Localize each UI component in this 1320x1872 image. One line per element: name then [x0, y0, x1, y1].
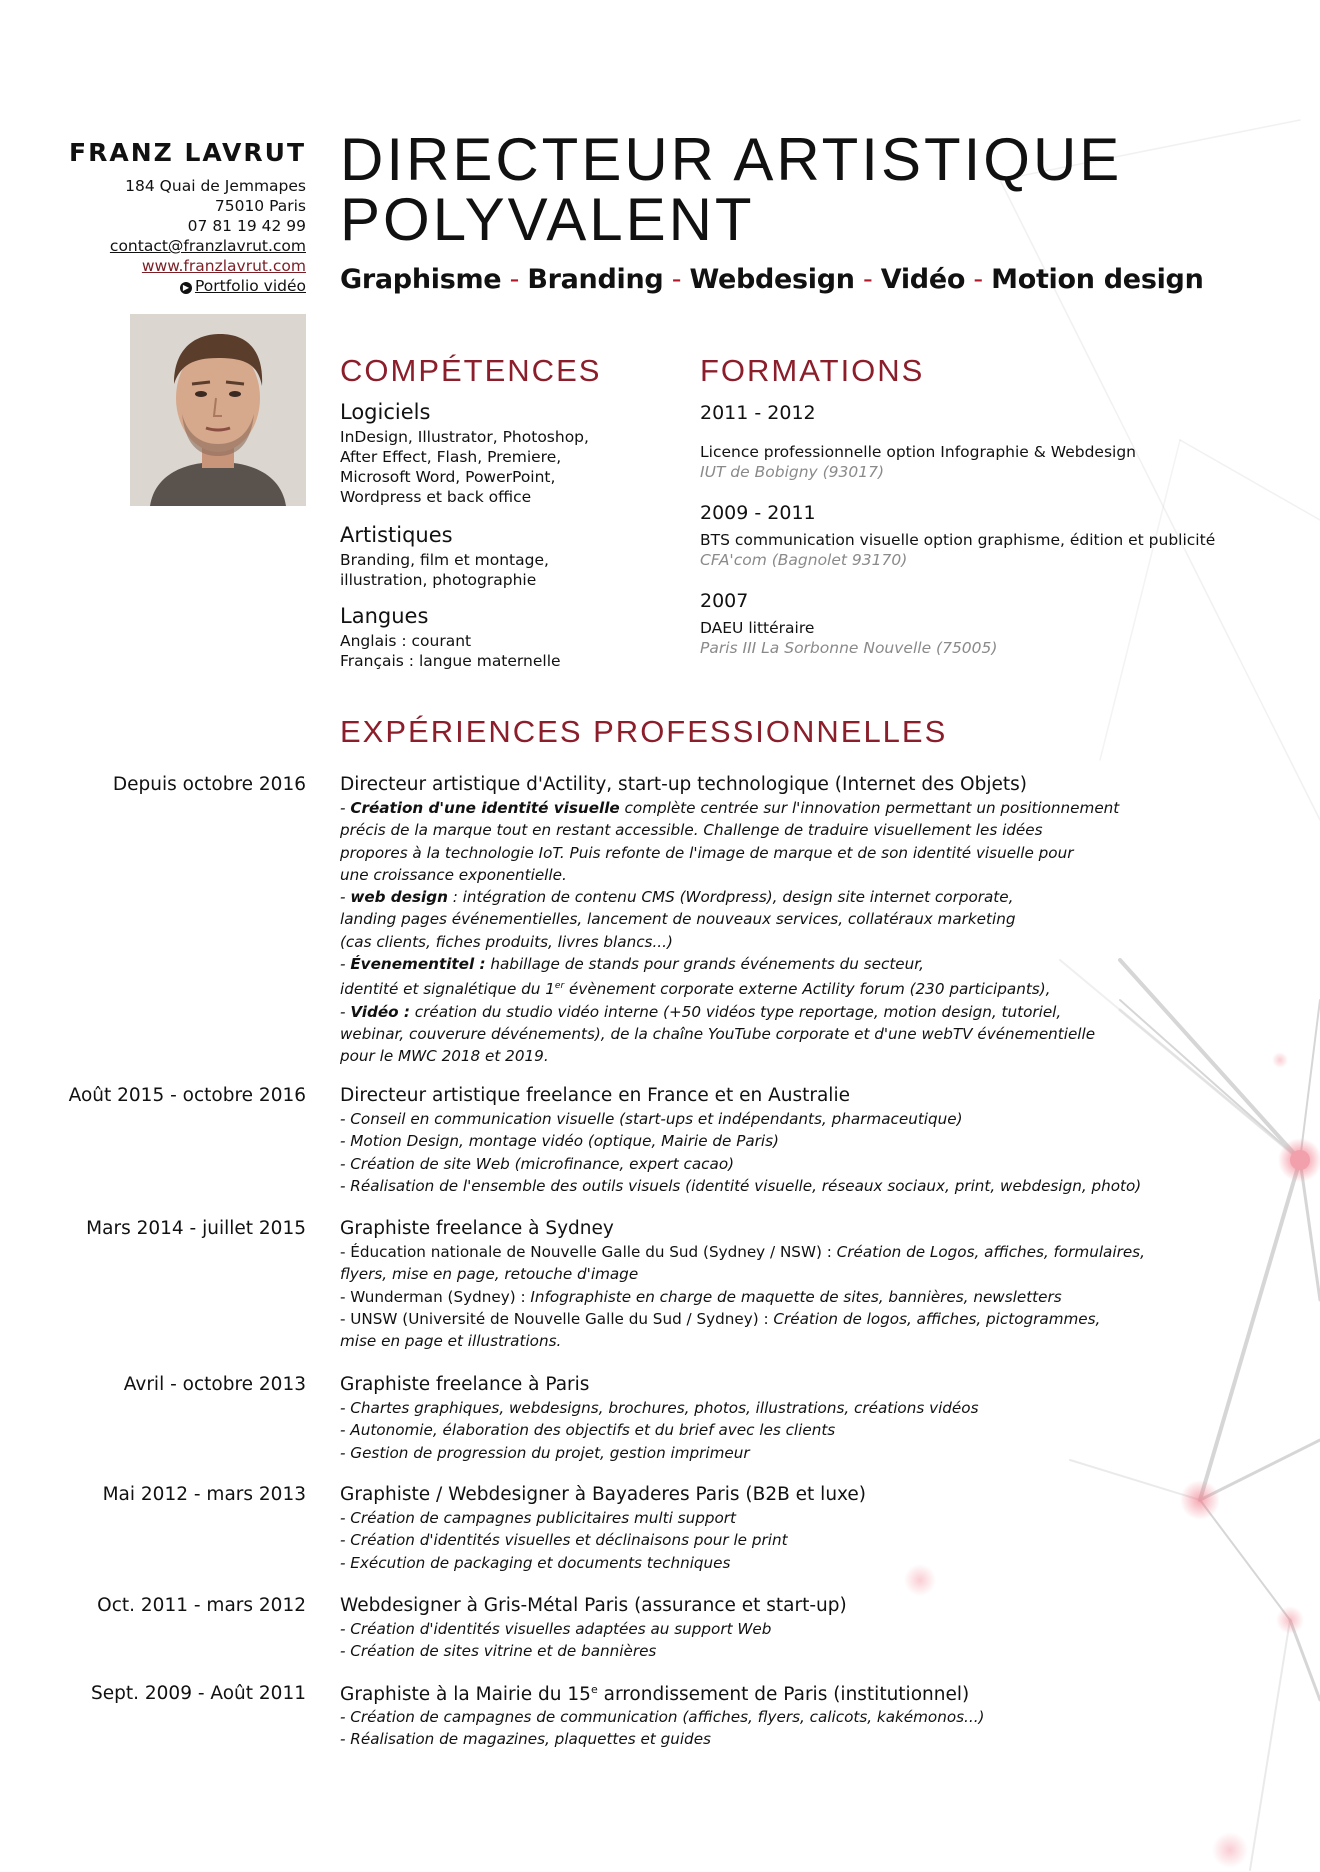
specialty-separator: -	[854, 264, 881, 295]
formation-year: 2007	[700, 590, 749, 612]
experience-date: Depuis octobre 2016	[112, 774, 306, 795]
experience-details	[340, 1507, 1160, 1574]
detail-line: propores à la technologie IoT. Puis refonte de l'image de marque et de son identité visuelle pour	[340, 843, 1074, 862]
formation-degree: DAEU littéraire	[700, 619, 815, 637]
experience-title: Directeur artistique d'Actility, start-up technologique (Internet des Objets)	[340, 774, 1027, 795]
detail-line: mise en page et illustrations.	[340, 1332, 562, 1351]
competence-group-heading: Langues	[340, 604, 429, 628]
detail-line: webinar, couverure dévénements), de la chaîne YouTube corporate et d'une webTV événementielle	[340, 1025, 1096, 1044]
experience-date: Août 2015 - octobre 2016	[68, 1085, 306, 1106]
portfolio-label: Portfolio vidéo	[194, 277, 306, 295]
detail-text: - Wunderman (Sydney) :	[340, 1287, 531, 1306]
experience-date: Mars 2014 - juillet 2015	[86, 1218, 306, 1239]
detail-line	[340, 975, 1160, 1000]
competence-line: Français : langue maternelle	[340, 652, 561, 670]
experience-date: Sept. 2009 - Août 2011	[91, 1683, 306, 1704]
experience-details	[340, 1706, 1160, 1751]
formations-section	[700, 402, 1220, 658]
detail-line: - Gestion de progression du projet, gestion imprimeur	[340, 1443, 750, 1462]
formations-heading: FORMATIONS	[700, 353, 925, 388]
detail-line: - Motion Design, montage vidéo (optique, Mairie de Paris)	[340, 1132, 779, 1151]
experience-title: Graphiste / Webdesigner à Bayaderes Paris (B2B et luxe)	[340, 1484, 867, 1505]
detail-line: - Exécution de packaging et documents techniques	[340, 1553, 731, 1572]
experience-title: Directeur artistique freelance en France et en Australie	[340, 1085, 850, 1106]
experience-details	[340, 1618, 1160, 1663]
superscript: er	[554, 981, 565, 992]
experience-details	[340, 1241, 1160, 1352]
competence-group-heading: Logiciels	[340, 400, 431, 424]
detail-line: - Réalisation de magazines, plaquettes et guides	[340, 1730, 711, 1749]
detail-line	[340, 1308, 1160, 1330]
detail-line: - Création de campagnes de communication (affiches, flyers, calicots, kakémonos...)	[340, 1708, 985, 1726]
contact-block	[26, 176, 306, 296]
play-circle-icon: ▶	[180, 282, 192, 294]
detail-line: - Chartes graphiques, webdesigns, brochures, photos, illustrations, créations vidéos	[340, 1399, 979, 1417]
formation-school: Paris III La Sorbonne Nouvelle (75005)	[700, 639, 998, 657]
email-link[interactable]: contact@franzlavrut.com	[109, 237, 306, 255]
detail-line	[340, 1286, 1160, 1308]
formation-year: 2011 - 2012	[700, 402, 816, 424]
detail-line: - Création d'une identité visuelle complète centrée sur l'innovation permettant un positionnement	[340, 799, 1120, 817]
experience-title: Graphiste freelance à Sydney	[340, 1218, 614, 1239]
specialty-separator: -	[663, 264, 690, 295]
detail-line: - Conseil en communication visuelle (start-ups et indépendants, pharmaceutique)	[340, 1110, 963, 1128]
title-text: arrondissement de Paris (institutionnel)	[597, 1684, 970, 1706]
specialty-graphisme: Graphisme	[340, 264, 502, 295]
experiences-heading: EXPÉRIENCES PROFESSIONNELLES	[340, 714, 948, 749]
detail-line: pour le MWC 2018 et 2019.	[340, 1047, 549, 1066]
detail-line: - web design : intégration de contenu CMS (Wordpress), design site internet corporate,	[340, 888, 1014, 907]
detail-line: - Création d'identités visuelles adaptées au support Web	[340, 1620, 772, 1638]
detail-text: Création de logos, affiches, pictogrammes,	[773, 1309, 1101, 1328]
detail-text: habillage de stands pour grands événements du secteur,	[485, 955, 924, 974]
specialties-line	[340, 264, 1204, 295]
title-text: Graphiste à la Mairie du 15	[340, 1684, 591, 1706]
experience-title: Webdesigner à Gris-Métal Paris (assurance et start-up)	[340, 1595, 847, 1616]
competences-section	[340, 400, 660, 671]
formation-degree: Licence professionnelle option Infographie & Webdesign	[700, 443, 1136, 461]
competences-heading: COMPÉTENCES	[340, 353, 602, 388]
candidate-name: FRANZ LAVRUT	[69, 138, 306, 167]
experience-date: Avril - octobre 2013	[123, 1374, 306, 1395]
portfolio-link[interactable]	[26, 276, 306, 296]
detail-line: landing pages événementielles, lancement de nouveaux services, collatéraux marketing	[340, 910, 1016, 929]
detail-text: évènement corporate externe Actility forum (230 participants),	[564, 980, 1051, 999]
detail-line: - Réalisation de l'ensemble des outils visuels (identité visuelle, réseaux sociaux, print, webdesign, photo)	[340, 1176, 1142, 1195]
specialty-separator: -	[501, 264, 528, 295]
formation-year: 2009 - 2011	[700, 502, 816, 524]
detail-line: (cas clients, fiches produits, livres blancs...)	[340, 932, 673, 951]
address-line1: 184 Quai de Jemmapes	[125, 177, 306, 195]
detail-text: : intégration de contenu CMS (Wordpress), design site internet corporate,	[447, 888, 1014, 907]
formation-school: CFA'com (Bagnolet 93170)	[700, 551, 908, 569]
competence-group-lines	[340, 550, 660, 590]
experience-date: Oct. 2011 - mars 2012	[97, 1595, 306, 1616]
competence-line: Branding, film et montage,	[340, 551, 549, 569]
detail-text: Création de Logos, affiches, formulaires,	[836, 1243, 1145, 1261]
detail-line: - Vidéo : création du studio vidéo interne (+50 vidéos type reportage, motion design, tutoriel,	[340, 1002, 1062, 1021]
experience-title	[340, 1683, 969, 1705]
competence-line: InDesign, Illustrator, Photoshop,	[340, 428, 589, 446]
formation-school: IUT de Bobigny (93017)	[700, 463, 885, 481]
detail-text: Infographiste en charge de maquette de sites, bannières, newsletters	[530, 1287, 1062, 1306]
superscript: e	[590, 1683, 598, 1696]
detail-line: - Création d'identités visuelles et déclinaisons pour le print	[340, 1531, 788, 1550]
specialty-separator: -	[965, 264, 992, 295]
detail-line: une croissance exponentielle.	[340, 865, 567, 884]
experience-details	[340, 1108, 1160, 1197]
competence-line: Anglais : courant	[340, 632, 472, 650]
specialty-webdesign: Webdesign	[689, 264, 855, 295]
portrait-photo	[130, 314, 306, 506]
detail-line: - Création de campagnes publicitaires multi support	[340, 1509, 736, 1527]
competence-line: Wordpress et back office	[340, 488, 532, 506]
detail-bold: web design	[350, 888, 448, 907]
detail-bold: Création d'une identité visuelle	[350, 799, 620, 817]
detail-line: précis de la marque tout en restant accessible. Challenge de traduire visuellement les idées	[340, 821, 1043, 840]
experience-details	[340, 797, 1160, 1068]
phone-number: 07 81 19 42 99	[187, 217, 306, 235]
specialty-branding: Branding	[527, 264, 664, 295]
specialty-video: Vidéo	[880, 264, 966, 295]
job-title	[340, 126, 1123, 253]
job-title-line1: DIRECTEUR ARTISTIQUE	[340, 126, 1123, 193]
competence-line: After Effect, Flash, Premiere,	[340, 448, 562, 466]
competence-group-lines	[340, 427, 660, 507]
detail-line: - Création de sites vitrine et de bannières	[340, 1642, 657, 1661]
detail-line: flyers, mise en page, retouche d'image	[340, 1265, 639, 1284]
address-line2: 75010 Paris	[214, 197, 306, 215]
experience-date: Mai 2012 - mars 2013	[102, 1484, 306, 1505]
detail-bold: Évenementitel :	[350, 955, 486, 974]
website-link[interactable]: www.franzlavrut.com	[141, 257, 306, 275]
competence-line: Microsoft Word, PowerPoint,	[340, 468, 556, 486]
competence-group-heading: Artistiques	[340, 523, 453, 547]
job-title-line2: POLYVALENT	[340, 186, 755, 253]
experience-title: Graphiste freelance à Paris	[340, 1374, 590, 1395]
detail-text: - Éducation nationale de Nouvelle Galle du Sud (Sydney / NSW) :	[340, 1243, 837, 1261]
competence-line: illustration, photographie	[340, 571, 537, 589]
experience-details	[340, 1397, 1160, 1464]
detail-line: - Création de site Web (microfinance, expert cacao)	[340, 1154, 735, 1173]
detail-bold: Vidéo :	[350, 1002, 410, 1021]
formation-degree: BTS communication visuelle option graphisme, édition et publicité	[700, 531, 1216, 549]
detail-line: - Autonomie, élaboration des objectifs et du brief avec les clients	[340, 1421, 836, 1440]
detail-line	[340, 1241, 1160, 1263]
detail-text: identité et signalétique du 1	[340, 980, 555, 999]
detail-text: création du studio vidéo interne (+50 vidéos type reportage, motion design, tutoriel,	[409, 1002, 1062, 1021]
competence-group-lines	[340, 631, 660, 671]
detail-text: - UNSW (Université de Nouvelle Galle du Sud / Sydney) :	[340, 1309, 774, 1328]
detail-line: - Évenementitel : habillage de stands pour grands événements du secteur,	[340, 955, 924, 974]
specialty-motion-design: Motion design	[991, 264, 1204, 295]
detail-text: complète centrée sur l'innovation permettant un positionnement	[619, 799, 1120, 817]
